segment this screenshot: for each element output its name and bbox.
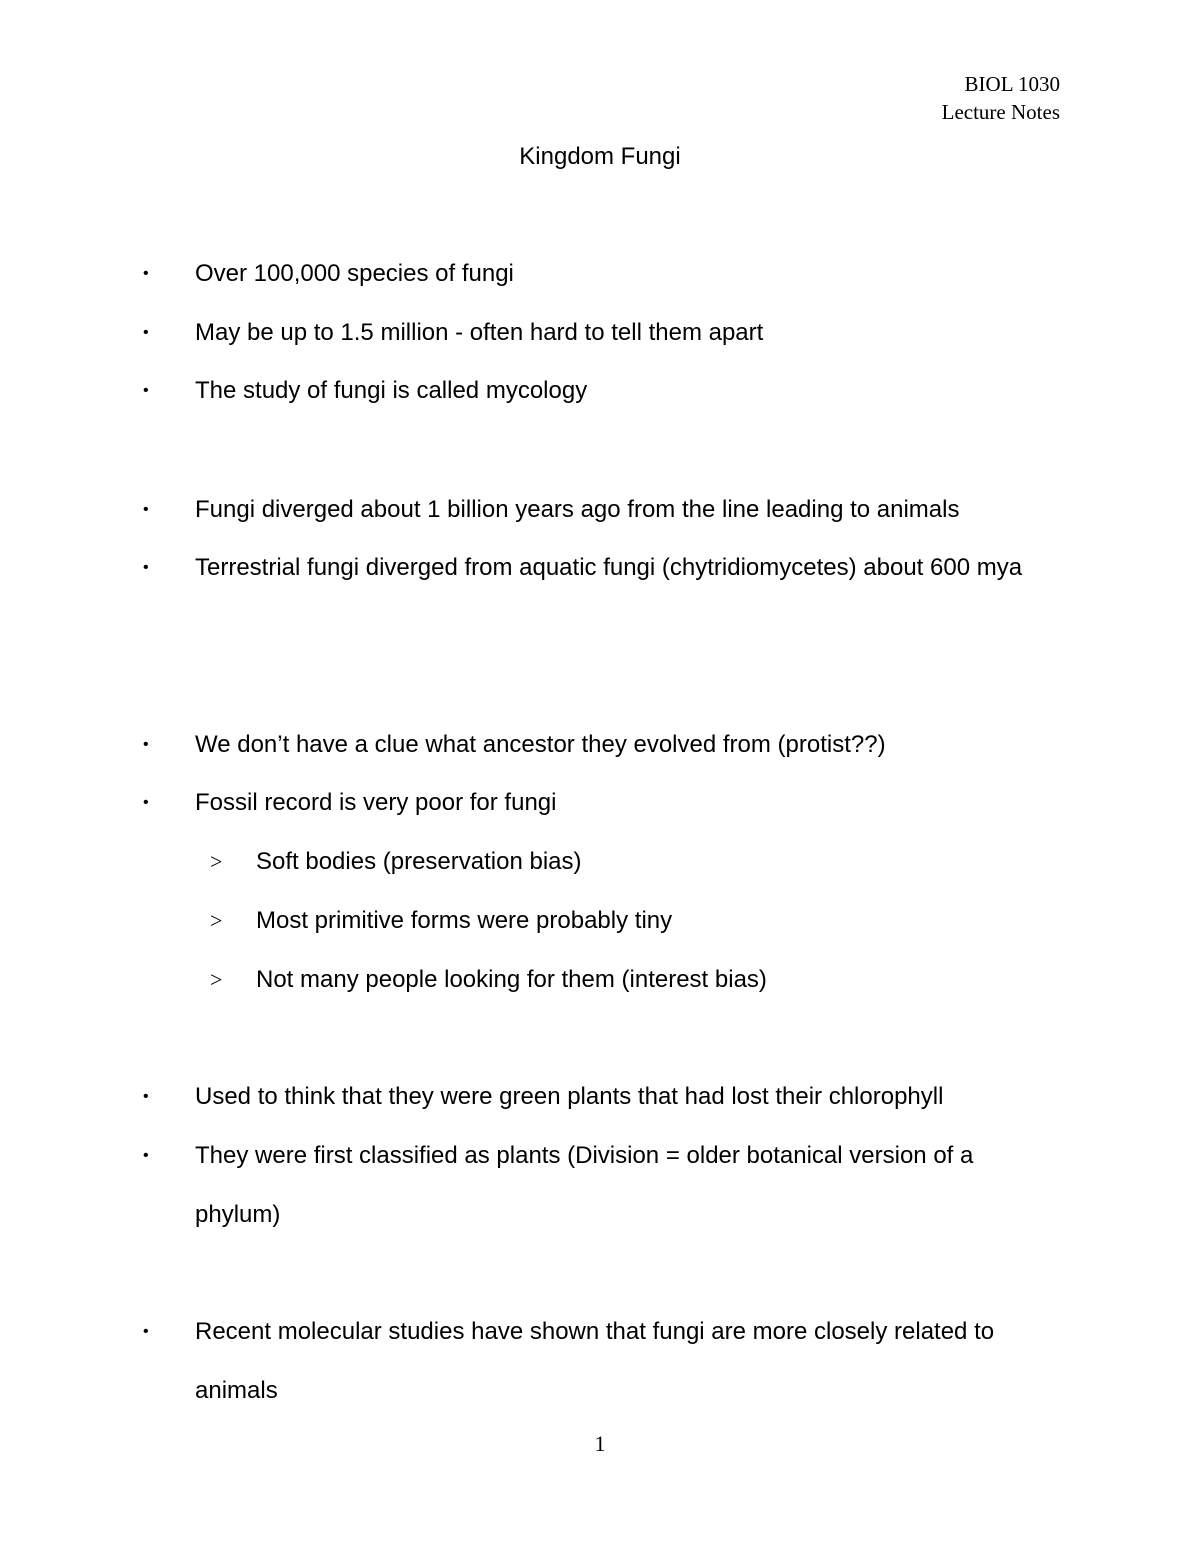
sub-list-item-text: Most primitive forms were probably tiny xyxy=(256,907,673,934)
list-item-text: Fossil record is very poor for fungi xyxy=(195,789,557,816)
list-item-text: Recent molecular studies have shown that fungi are more closely related to animals xyxy=(195,1318,995,1404)
list-item xyxy=(143,1302,1055,1420)
list-item xyxy=(143,244,1055,303)
list-item xyxy=(143,480,1055,539)
list-item xyxy=(143,538,1055,597)
list-item-text: The study of fungi is called mycology xyxy=(195,377,588,404)
list-item xyxy=(143,715,1055,774)
list-item xyxy=(143,1067,1055,1126)
list-item-text: Used to think that they were green plants that had lost their chlorophyll xyxy=(195,1083,944,1110)
sub-marker: > xyxy=(210,967,223,992)
bullet-marker: • xyxy=(143,324,149,341)
header-subtitle: Lecture Notes xyxy=(941,100,1060,124)
list-item xyxy=(143,361,1055,420)
document-header xyxy=(942,70,1060,126)
bullet-marker: • xyxy=(143,501,149,518)
list-item-text: May be up to 1.5 million - often hard to tell them apart xyxy=(195,319,764,346)
list-item xyxy=(143,773,1055,832)
bullet-marker: • xyxy=(143,1088,149,1105)
course-code: BIOL 1030 xyxy=(964,72,1060,96)
bullet-marker: • xyxy=(143,1323,149,1340)
list-item-text: Fungi diverged about 1 billion years ago from the line leading to animals xyxy=(195,496,960,523)
bullet-marker: • xyxy=(143,382,149,399)
list-item-text: We don’t have a clue what ancestor they evolved from (protist??) xyxy=(195,731,886,758)
sub-marker: > xyxy=(210,849,223,874)
list-item xyxy=(143,1126,1055,1244)
bullet-marker: • xyxy=(143,559,149,576)
sub-marker: > xyxy=(210,908,223,933)
page-number: 1 xyxy=(594,1431,606,1456)
page-title: Kingdom Fungi xyxy=(519,143,681,170)
bullet-marker: • xyxy=(143,794,149,811)
bullet-marker: • xyxy=(143,265,149,282)
sub-list-item xyxy=(210,891,1056,950)
sub-list-item-text: Not many people looking for them (interest bias) xyxy=(256,966,767,993)
list-item xyxy=(143,303,1055,362)
list-item-text: They were first classified as plants (Division = older botanical version of a phylum) xyxy=(195,1142,974,1228)
bullet-marker: • xyxy=(143,736,149,753)
list-item-text: Over 100,000 species of fungi xyxy=(195,260,514,287)
sub-list-item xyxy=(210,832,1056,891)
bullet-marker: • xyxy=(143,1147,149,1164)
sub-list-item-text: Soft bodies (preservation bias) xyxy=(256,848,582,875)
sub-list-item xyxy=(210,950,1056,1009)
list-item-text: Terrestrial fungi diverged from aquatic fungi (chytridiomycetes) about 600 mya xyxy=(195,554,1023,581)
